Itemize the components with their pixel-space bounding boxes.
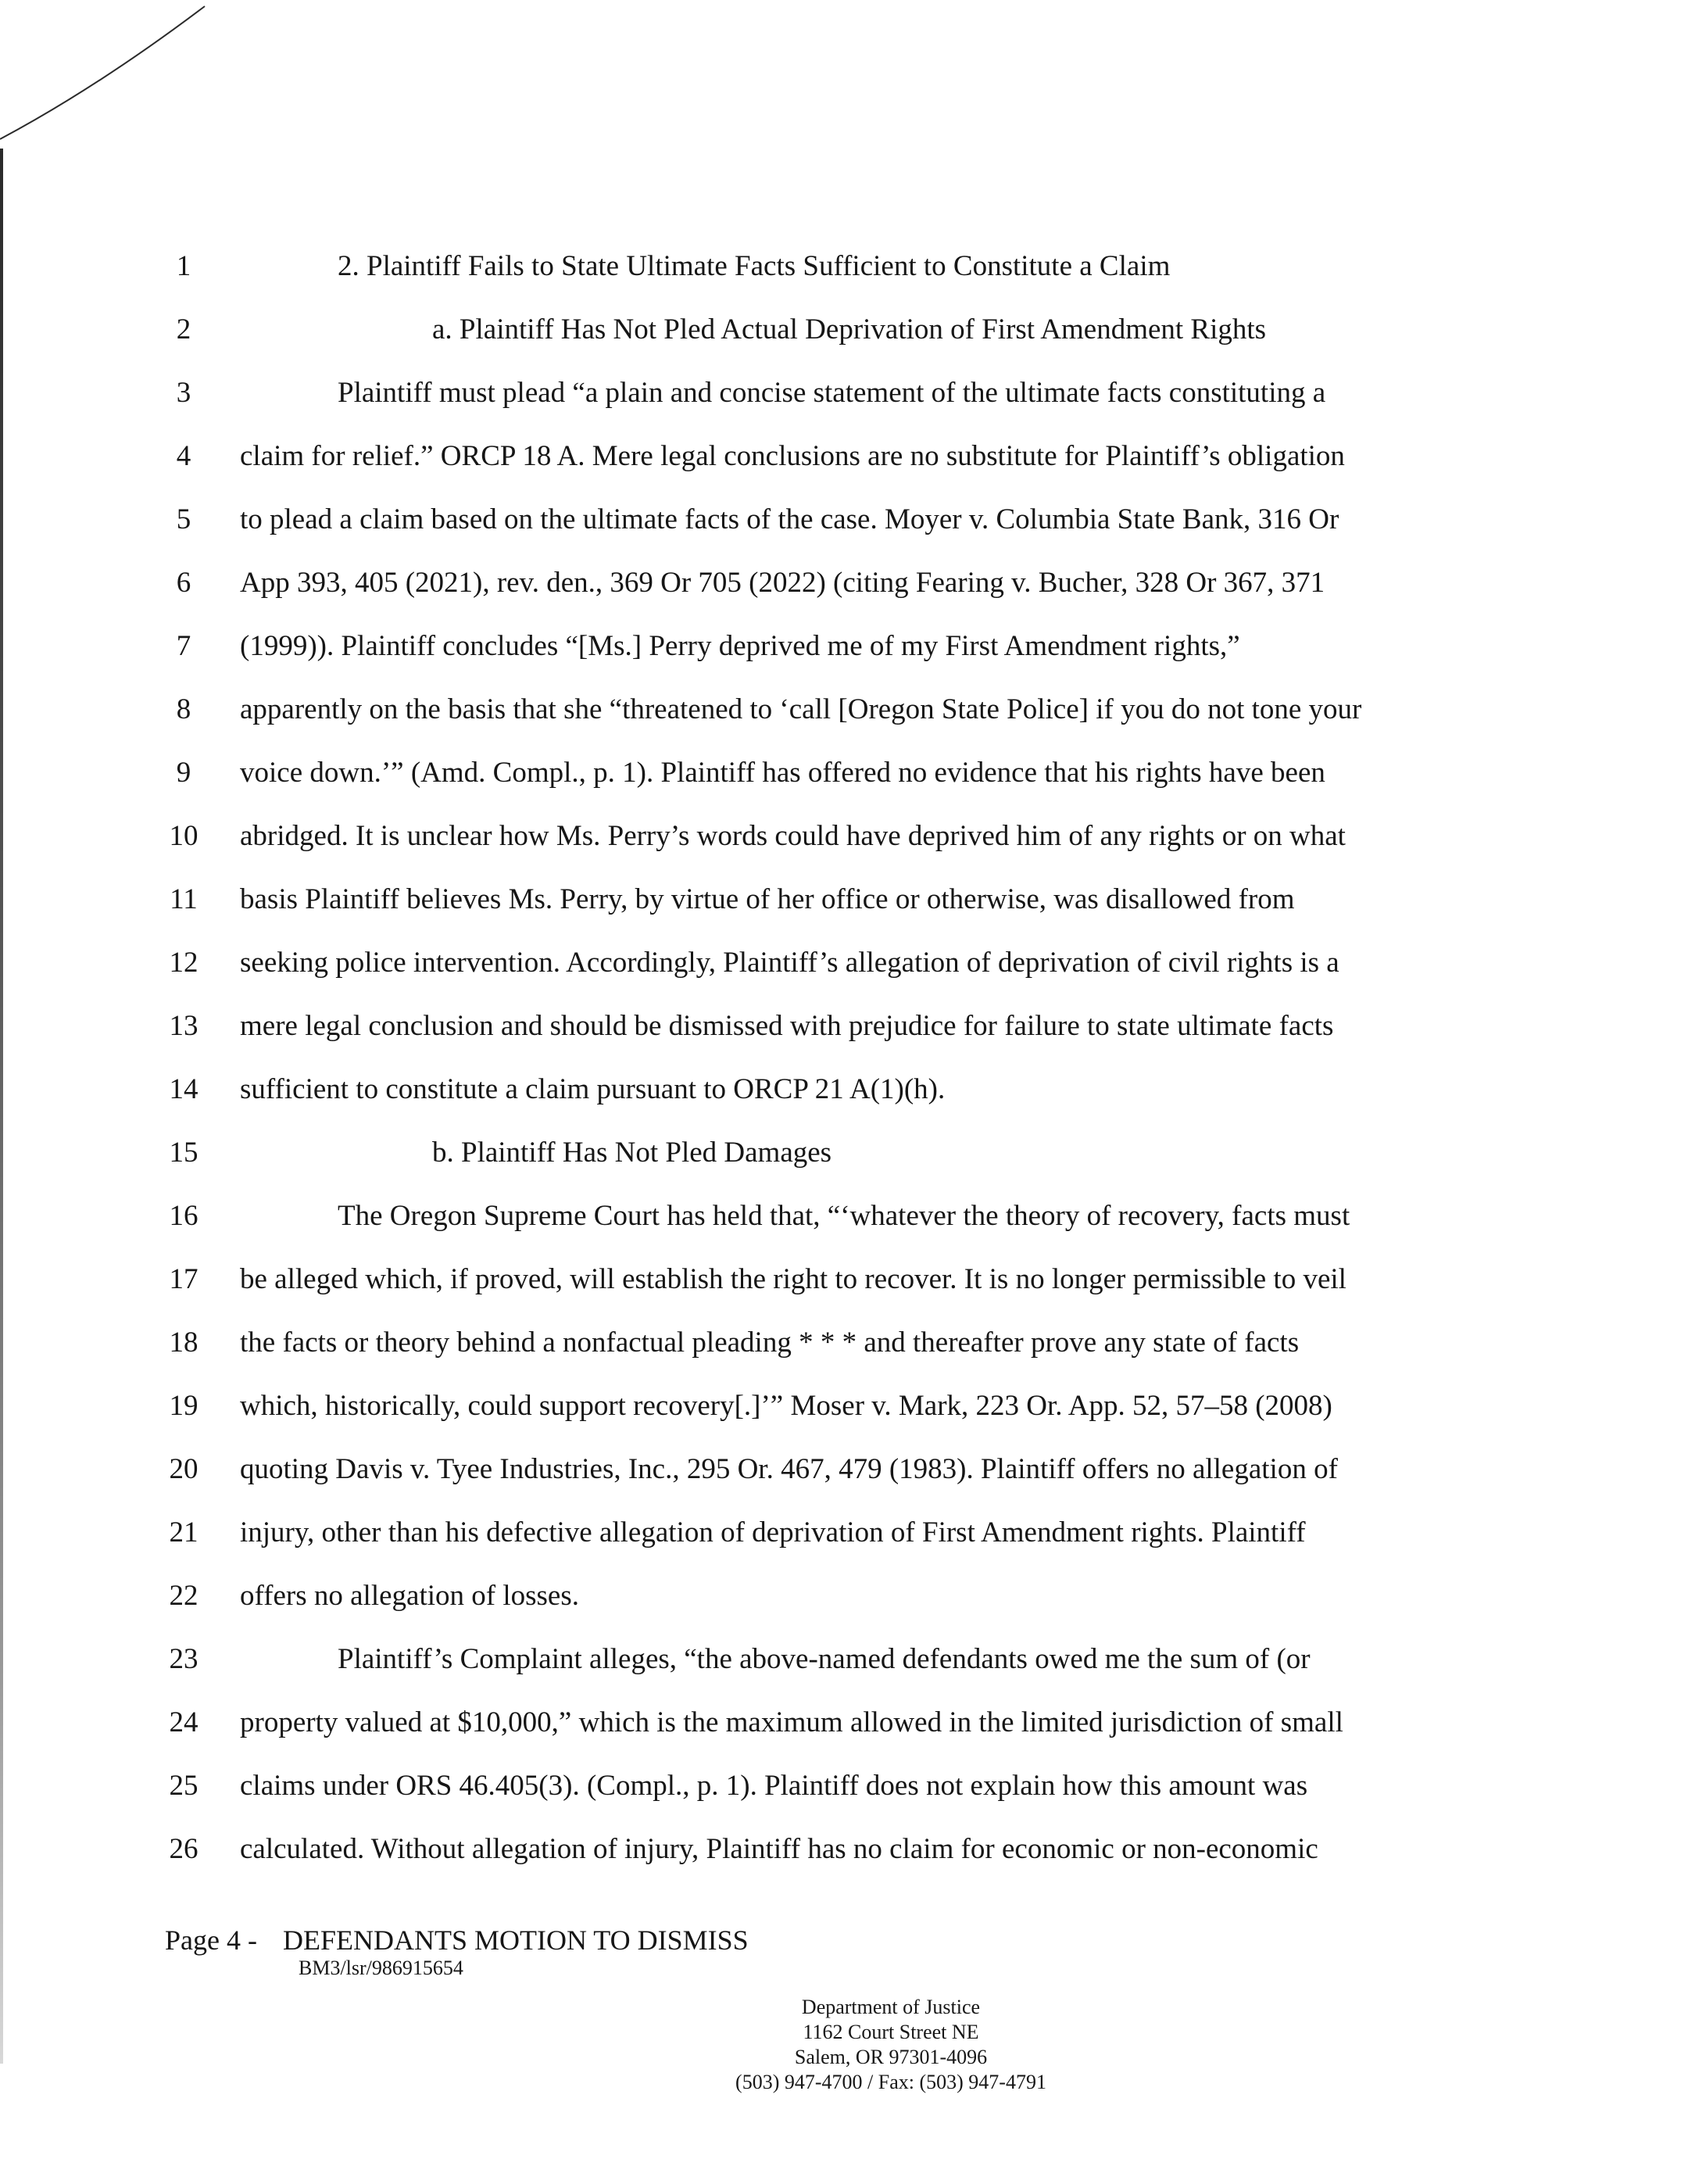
- pleading-line: [0, 1636, 1688, 1683]
- pleading-line: [0, 1763, 1688, 1810]
- line-number: 7: [176, 630, 191, 662]
- line-number: 11: [170, 883, 198, 915]
- pleading-line: [0, 433, 1688, 480]
- body-text: App 393, 405 (2021), rev. den., 369 Or 705 (2022) (citing Fearing v. Bucher, 328 Or 367, 371: [240, 567, 1325, 599]
- line-number: 19: [169, 1390, 198, 1422]
- pleading-line: [0, 1193, 1688, 1240]
- pleading-line: [0, 1826, 1688, 1873]
- line-number: 13: [169, 1010, 198, 1042]
- body-text: (1999)). Plaintiff concludes “[Ms.] Perry deprived me of my First Amendment rights,”: [240, 630, 1240, 662]
- body-text: voice down.’” (Amd. Compl., p. 1). Plaintiff has offered no evidence that his rights have been: [240, 757, 1325, 789]
- body-text: mere legal conclusion and should be dismissed with prejudice for failure to state ultimate facts: [240, 1010, 1334, 1042]
- body-text: be alleged which, if proved, will establish the right to recover. It is no longer permissible to veil: [240, 1263, 1346, 1295]
- line-number: 9: [176, 757, 191, 789]
- pleading-line: [0, 940, 1688, 986]
- body-text: offers no allegation of losses.: [240, 1580, 579, 1612]
- subsection-heading: b. Plaintiff Has Not Pled Damages: [432, 1137, 832, 1169]
- address-line: (503) 947-4700 / Fax: (503) 947-4791: [735, 2071, 1046, 2093]
- body-text: property valued at $10,000,” which is the maximum allowed in the limited jurisdiction of small: [240, 1706, 1343, 1738]
- body-text: to plead a claim based on the ultimate facts of the case. Moyer v. Columbia State Bank, 316 Or: [240, 503, 1339, 535]
- pleading-line: [0, 1383, 1688, 1430]
- line-number: 10: [169, 820, 198, 852]
- line-number: 20: [169, 1453, 198, 1485]
- address-line: 1162 Court Street NE: [803, 2021, 979, 2043]
- line-number: 24: [169, 1706, 198, 1738]
- pleading-line: [0, 1319, 1688, 1366]
- document-title: DEFENDANTS MOTION TO DISMISS: [282, 1924, 749, 1956]
- body-text: basis Plaintiff believes Ms. Perry, by virtue of her office or otherwise, was disallowed from: [240, 883, 1295, 915]
- body-text: Plaintiff must plead “a plain and concise statement of the ultimate facts constituting a: [338, 377, 1326, 409]
- page-number-label: Page 4 -: [165, 1924, 257, 1956]
- pleading-line: [0, 306, 1688, 353]
- line-number: 6: [176, 567, 191, 599]
- body-text: abridged. It is unclear how Ms. Perry’s words could have deprived him of any rights or on what: [240, 820, 1346, 852]
- line-number: 18: [169, 1327, 198, 1359]
- office-address-block: [703, 1995, 1078, 2095]
- pleading-line: [0, 876, 1688, 923]
- pleading-line: [0, 496, 1688, 543]
- line-number: 8: [176, 693, 191, 725]
- body-text: seeking police intervention. Accordingly, Plaintiff’s allegation of deprivation of civil rights is a: [240, 947, 1339, 979]
- body-text: The Oregon Supreme Court has held that, “‘whatever the theory of recovery, facts must: [338, 1200, 1350, 1232]
- pleading-line: [0, 750, 1688, 797]
- body-text: the facts or theory behind a nonfactual pleading * * * and thereafter prove any state of facts: [240, 1327, 1300, 1359]
- line-number: 22: [169, 1580, 198, 1612]
- section-heading: 2. Plaintiff Fails to State Ultimate Facts Sufficient to Constitute a Claim: [338, 250, 1171, 282]
- pleading-line: [0, 1509, 1688, 1556]
- line-number: 25: [169, 1770, 198, 1802]
- line-number: 16: [169, 1200, 198, 1232]
- line-number: 12: [169, 947, 198, 979]
- line-number: 14: [169, 1073, 198, 1105]
- address-line: Salem, OR 97301-4096: [794, 2046, 988, 2068]
- line-number: 2: [176, 313, 191, 346]
- pleading-line: [0, 1130, 1688, 1176]
- pleading-line: [0, 1573, 1688, 1620]
- body-text: quoting Davis v. Tyee Industries, Inc., 295 Or. 467, 479 (1983). Plaintiff offers no allegation of: [240, 1453, 1338, 1485]
- page-footer: [165, 1923, 749, 1957]
- body-text: sufficient to constitute a claim pursuant to ORCP 21 A(1)(h).: [240, 1073, 946, 1105]
- pleading-line: [0, 686, 1688, 733]
- line-number: 5: [176, 503, 191, 535]
- line-number: 23: [169, 1643, 198, 1675]
- pleading-line: [0, 1066, 1688, 1113]
- line-number: 4: [176, 440, 191, 472]
- address-line: Department of Justice: [801, 1996, 981, 2018]
- pleading-line: [0, 1699, 1688, 1746]
- line-number: 17: [169, 1263, 198, 1295]
- body-text: apparently on the basis that she “threatened to ‘call [Oregon State Police] if you do not tone your: [240, 693, 1362, 725]
- pleading-line: [0, 243, 1688, 290]
- document-code: BM3/lsr/986915654: [299, 1957, 463, 1979]
- pleading-line: [0, 1256, 1688, 1303]
- pleading-line: [0, 813, 1688, 860]
- body-text: calculated. Without allegation of injury, Plaintiff has no claim for economic or non-economic: [240, 1833, 1318, 1865]
- body-text: Plaintiff’s Complaint alleges, “the above-named defendants owed me the sum of (or: [338, 1643, 1311, 1675]
- pleading-line: [0, 370, 1688, 417]
- body-text: claims under ORS 46.405(3). (Compl., p. 1). Plaintiff does not explain how this amount was: [240, 1770, 1308, 1802]
- pleading-line: [0, 1003, 1688, 1050]
- pleading-line: [0, 560, 1688, 607]
- body-text: which, historically, could support recovery[.]’” Moser v. Mark, 223 Or. App. 52, 57–58 (2008): [240, 1390, 1332, 1422]
- body-text: injury, other than his defective allegation of deprivation of First Amendment rights. Plaintiff: [240, 1516, 1306, 1548]
- line-number: 1: [176, 250, 191, 282]
- subsection-heading: a. Plaintiff Has Not Pled Actual Deprivation of First Amendment Rights: [432, 313, 1267, 346]
- pleading-line: [0, 1446, 1688, 1493]
- line-number: 26: [169, 1833, 198, 1865]
- line-number: 21: [169, 1516, 198, 1548]
- body-text: claim for relief.” ORCP 18 A. Mere legal conclusions are no substitute for Plaintiff’s obligation: [240, 440, 1345, 472]
- pleading-line: [0, 623, 1688, 670]
- line-number: 15: [169, 1137, 198, 1169]
- line-number: 3: [176, 377, 191, 409]
